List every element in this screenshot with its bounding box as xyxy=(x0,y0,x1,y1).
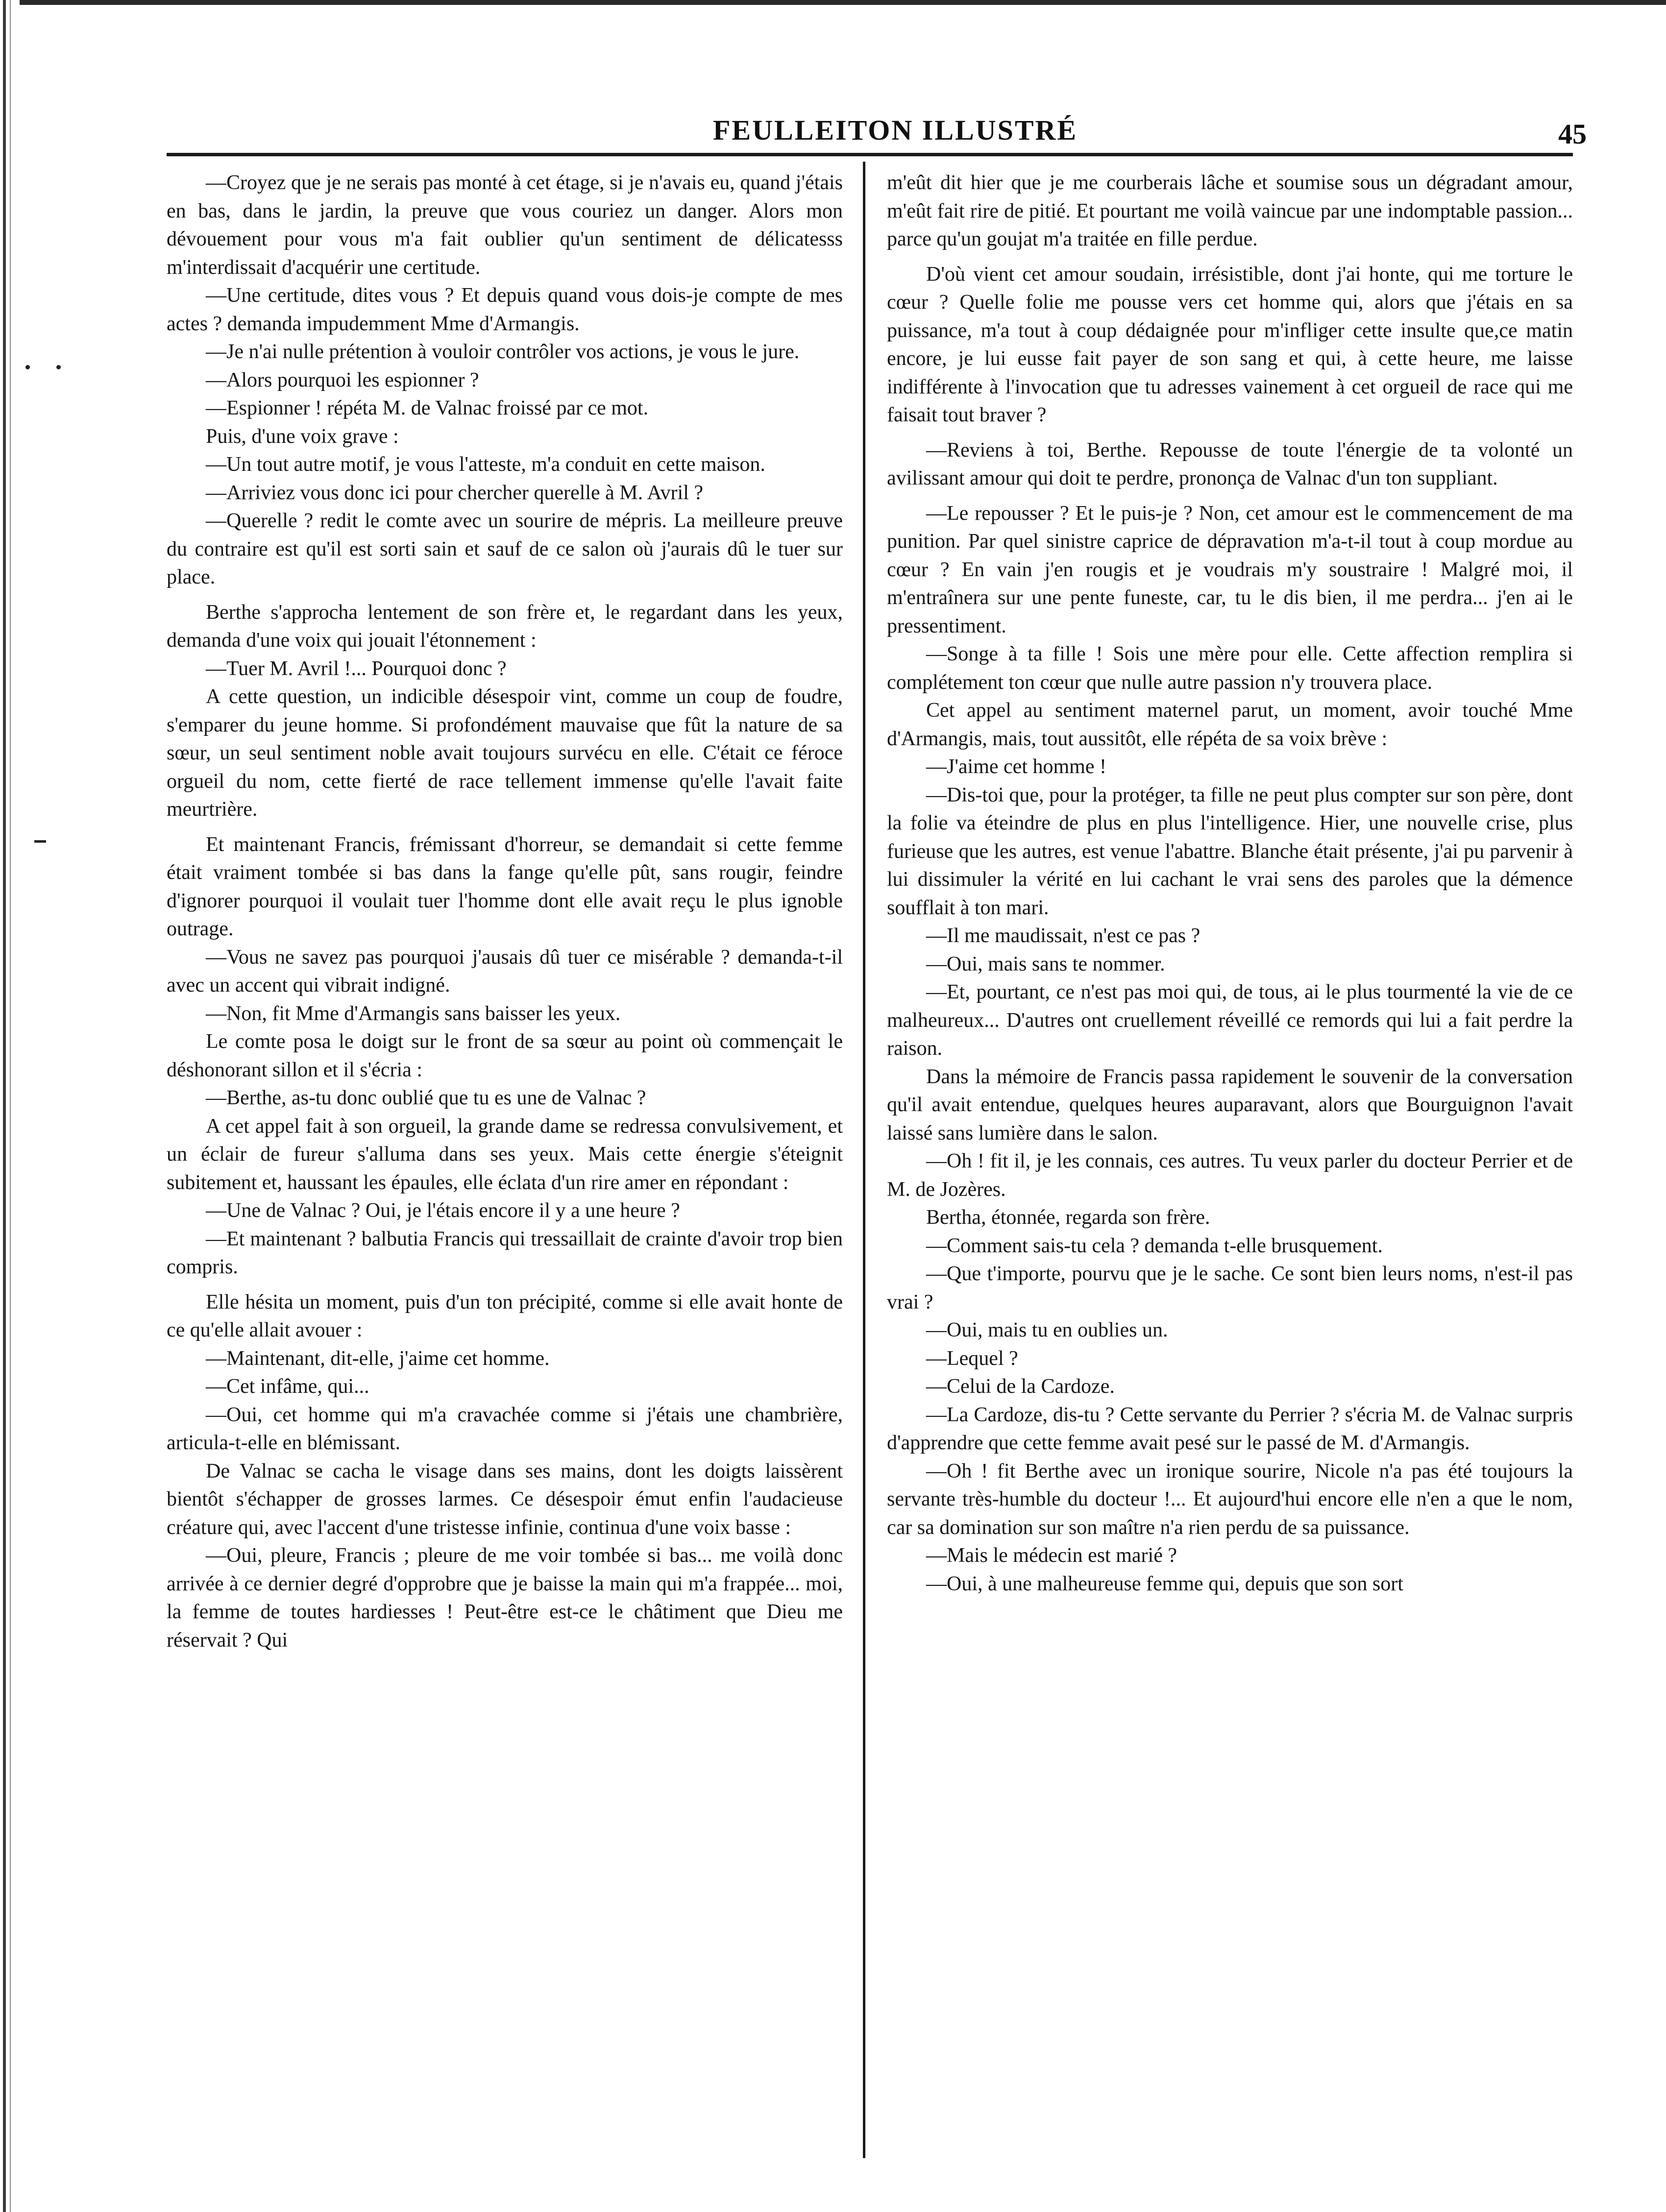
paragraph: —Oh ! fit Berthe avec un ironique sourire, Nicole n'a pas été toujours la servante très-humble du docteur !... Et aujourd'hui encore elle n'en a que le nom, car sa domination sur son maître n'a rien perdu de sa puissance. xyxy=(887,1459,1573,1539)
paragraph: —Cet infâme, qui... xyxy=(206,1375,369,1398)
paragraph: —Que t'importe, pourvu que je le sache. Ce sont bien leurs noms, n'est-il pas vrai ? xyxy=(887,1263,1573,1313)
text-column-right xyxy=(887,169,1573,2158)
paragraph: Elle hésita un moment, puis d'un ton précipité, comme si elle avait honte de ce qu'elle allait avouer : xyxy=(167,1290,843,1341)
paragraph: —Oui, pleure, Francis ; pleure de me voir tombée si bas... me voilà donc arrivée à ce dernier degré d'opprobre que je baisse la main qui m'a frappée... moi, la femme de toutes hardiesses ! Peut-être est-ce le châtiment que Dieu me réservait ? Qui xyxy=(167,1544,843,1652)
scan-top-edge xyxy=(20,0,1666,5)
header-rule xyxy=(167,153,1573,156)
paragraph: —Je n'ai nulle prétention à vouloir contrôler vos actions, je vous le jure. xyxy=(206,340,800,363)
paragraph: —Et, pourtant, ce n'est pas moi qui, de tous, ai le plus tourmenté la vie de ce malheureux... D'autres ont cruellement réveillé ce remords qui lui a fait perdre la raison. xyxy=(887,981,1573,1060)
paragraph: —Oh ! fit il, je les connais, ces autres. Tu veux parler du docteur Perrier et de M. de Jozères. xyxy=(887,1150,1573,1201)
scan-left-edge xyxy=(3,0,6,2212)
page-header xyxy=(167,109,1587,153)
paragraph: —Querelle ? redit le comte avec un sourire de mépris. La meilleure preuve du contraire est qu'il est sorti sain et sauf de ce salon où j'aurais dû le tuer sur place. xyxy=(167,510,843,588)
paragraph: —Le repousser ? Et le puis-je ? Non, cet amour est le commencement de ma punition. Par quel sinistre caprice de dépravation m'a-t-il tout à coup mordue au cœur ? En vain j'en rougis et je voudrais m'y soustraire ! Malgré moi, il m'entraînera sur une pente funeste, car, tu le dis bien, il me perdra... j'en ai le pressentiment. xyxy=(887,502,1573,637)
paragraph: Berthe s'approcha lentement de son frère et, le regardant dans les yeux, demanda d'une voix qui jouait l'étonnement : xyxy=(167,601,843,652)
paragraph: —J'aime cet homme ! xyxy=(926,755,1106,778)
paragraph: A cette question, un indicible désespoir vint, comme un coup de foudre, s'emparer du jeune homme. Si profondément mauvaise que fût la nature de sa sœur, un seul sentiment noble avait toujours survécu en elle. C'était ce féroce orgueil du nom, cette fierté de race tellement immense qu'elle l'avait faite meurtrière. xyxy=(167,685,843,821)
paragraph: —Alors pourquoi les espionner ? xyxy=(206,368,479,391)
paragraph: Dans la mémoire de Francis passa rapidement le souvenir de la conversation qu'il avait entendue, quelques heures auparavant, alors que Bourguignon l'avait laissé sans lumière dans le salon. xyxy=(887,1065,1573,1144)
paragraph: —Une certitude, dites vous ? Et depuis quand vous dois-je compte de mes actes ? demanda impudemment Mme d'Armangis. xyxy=(167,284,843,335)
scan-left-edge-line xyxy=(10,0,11,2212)
paragraph: A cet appel fait à son orgueil, la grande dame se redressa convulsivement, et un éclair de fureur s'alluma dans ses yeux. Mais cette énergie s'éteignit subitement et, haussant les épaules, elle éclata d'un rire amer en répondant : xyxy=(167,1115,843,1194)
paragraph: —Croyez que je ne serais pas monté à cet étage, si je n'avais eu, quand j'étais en bas, dans le jardin, la preuve que vous couriez un danger. Alors mon dévouement pour vous m'a fait oublier qu'un sentiment de délicatesss m'interdissait d'acquérir une certitude. xyxy=(167,171,843,279)
paragraph: D'où vient cet amour soudain, irrésistible, dont j'ai honte, qui me torture le cœur ? Quelle folie me pousse vers cet homme qui, alors que j'étais en sa puissance, m'a tout à coup dédaignée pour m'infliger cette insulte que,ce matin encore, je lui eusse fait payer de son sang et qui, à cette heure, me laisse indifférente à l'invocation que tu adresses vainement à cet orgueil de race qui me faisait tout braver ? xyxy=(887,263,1573,426)
paragraph: —Un tout autre motif, je vous l'atteste, m'a conduit en cette maison. xyxy=(206,453,765,476)
running-title: FEULLEITON ILLUSTRÉ xyxy=(713,114,1078,146)
paragraph: Le comte posa le doigt sur le front de sa sœur au point où commençait le déshonorant sillon et il s'écria : xyxy=(167,1030,843,1081)
column-divider xyxy=(863,162,865,2158)
text-column-left xyxy=(167,169,843,2158)
scan-speck xyxy=(56,365,61,369)
paragraph: Bertha, étonnée, regarda son frère. xyxy=(926,1206,1210,1229)
paragraph: —Arriviez vous donc ici pour chercher querelle à M. Avril ? xyxy=(206,481,704,504)
paragraph: m'eût dit hier que je me courberais lâche et soumise sous un dégradant amour, m'eût fait rire de pitié. Et pourtant me voilà vaincue par une indomptable passion... parce qu'un goujat m'a traitée en fille perdue. xyxy=(887,171,1573,250)
paragraph: —Maintenant, dit-elle, j'aime cet homme. xyxy=(206,1347,550,1370)
paragraph: —Vous ne savez pas pourquoi j'ausais dû tuer ce misérable ? demanda-t-il avec un accent qui vibrait indigné. xyxy=(167,946,843,997)
paragraph: —Une de Valnac ? Oui, je l'étais encore il y a une heure ? xyxy=(206,1199,680,1222)
scan-speck xyxy=(25,365,30,369)
paragraph: —Tuer M. Avril !... Pourquoi donc ? xyxy=(206,657,507,680)
paragraph: —Oui, à une malheureuse femme qui, depuis que son sort xyxy=(926,1572,1403,1595)
paragraph: —La Cardoze, dis-tu ? Cette servante du Perrier ? s'écria M. de Valnac surpris d'apprendre que cette femme avait pesé sur le passé de M. d'Armangis. xyxy=(887,1403,1573,1454)
paragraph: —Celui de la Cardoze. xyxy=(926,1375,1115,1398)
paragraph: Cet appel au sentiment maternel parut, un moment, avoir touché Mme d'Armangis, mais, tout aussitôt, elle répéta de sa voix brève : xyxy=(887,699,1573,750)
scan-margin-mark xyxy=(34,840,46,843)
paragraph: —Il me maudissait, n'est ce pas ? xyxy=(926,924,1200,947)
paragraph: —Et maintenant ? balbutia Francis qui tressaillait de crainte d'avoir trop bien compris. xyxy=(167,1227,843,1278)
paragraph: —Non, fit Mme d'Armangis sans baisser les yeux. xyxy=(206,1002,621,1025)
page-number: 45 xyxy=(1558,118,1587,150)
paragraph: —Lequel ? xyxy=(926,1347,1018,1370)
paragraph: Et maintenant Francis, frémissant d'horreur, se demandait si cette femme était vraiment tombée si bas dans la fange qu'elle pût, sans rougir, feindre d'ignorer pourquoi il voulait tuer l'homme dont elle avait reçu le plus ignoble outrage. xyxy=(167,833,843,940)
paragraph: —Comment sais-tu cela ? demanda t-elle brusquement. xyxy=(926,1234,1383,1257)
paragraph: —Oui, cet homme qui m'a cravachée comme si j'étais une chambrière, articula-t-elle en blémissant. xyxy=(167,1403,843,1454)
paragraph: —Mais le médecin est marié ? xyxy=(926,1544,1177,1567)
paragraph: —Songe à ta fille ! Sois une mère pour elle. Cette affection remplira si complétement ton cœur que nulle autre passion n'y trouvera place. xyxy=(887,643,1573,694)
paragraph: De Valnac se cacha le visage dans ses mains, dont les doigts laissèrent bientôt s'échapper de grosses larmes. Ce désespoir émut enfin l'audacieuse créature qui, avec l'accent d'une tristesse infinie, continua d'une voix basse : xyxy=(167,1459,843,1539)
paragraph: —Espionner ! répéta M. de Valnac froissé par ce mot. xyxy=(206,397,649,419)
paragraph: Puis, d'une voix grave : xyxy=(206,425,399,448)
paragraph: —Oui, mais sans te nommer. xyxy=(926,952,1165,975)
paragraph: —Berthe, as-tu donc oublié que tu es une de Valnac ? xyxy=(206,1087,646,1109)
paragraph: —Dis-toi que, pour la protéger, ta fille ne peut plus compter sur son père, dont la folie va éteindre de plus en plus l'intelligence. Hier, une nouvelle crise, plus furieuse que les autres, est venue l'abattre. Blanche était présente, j'ai pu parvenir à lui dissimuler la vérité en lui cachant le vrai sens des paroles que la démence soufflait à ton mari. xyxy=(887,783,1573,919)
paragraph: —Oui, mais tu en oublies un. xyxy=(926,1319,1168,1341)
paragraph: —Reviens à toi, Berthe. Repousse de toute l'énergie de ta volonté un avilissant amour qui doit te perdre, prononça de Valnac d'un ton suppliant. xyxy=(887,438,1573,489)
